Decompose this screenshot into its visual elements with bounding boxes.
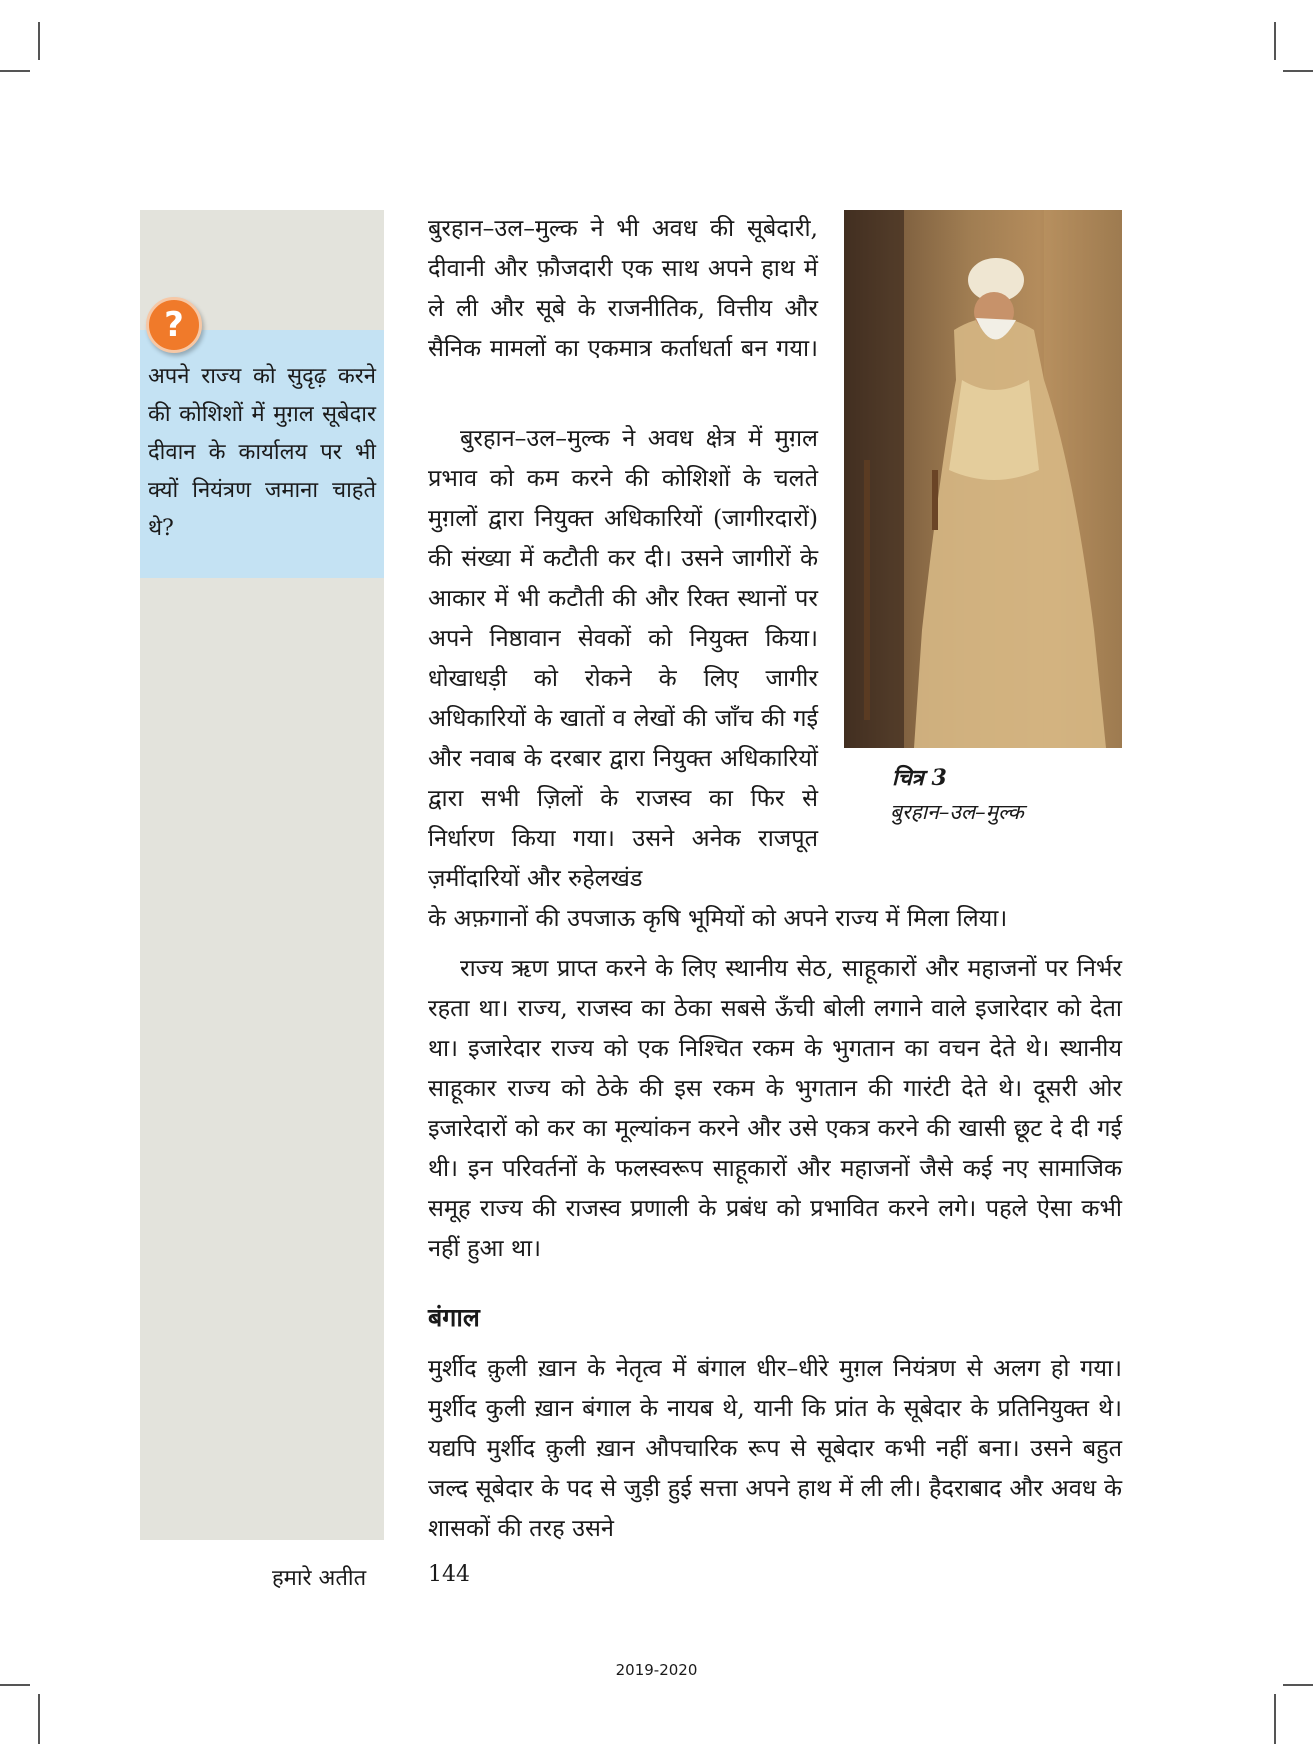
paragraph-3: राज्य ऋण प्राप्त करने के लिए स्थानीय सेठ, साहूकारों और महाजनों पर निर्भर रहता था। राज्य, राजस्व का ठेका सबसे ऊँची बोली लगाने वाले इजारेदार को देता था। इजारेदार राज्य को एक निश्चित रकम के भुगतान का वचन देते थे। स्थानीय साहूकार राज्य को ठेके की इस रकम के भुगतान की गारंटी देते थे। दूसरी ओर इजारेदारों को कर का मूल्यांकन करने और उसे एकत्र करने की खासी छूट दे दी गई थी। इन परिवर्तनों के फलस्वरूप साहूकारों और महाजनों जैसे कई नए सामाजिक समूह राज्य की राजस्व प्रणाली के प्रबंध को प्रभावित करने लगे। पहले ऐसा कभी नहीं हुआ था। [428,954,1122,1262]
portrait-illustration [844,210,1122,748]
figure-caption: बुरहान–उल–मुल्क [890,800,1024,824]
paragraph-1 [428,208,818,368]
crop-mark [0,70,30,72]
crop-mark [38,22,40,60]
crop-mark [1283,1684,1313,1686]
figure-portrait [844,210,1122,748]
figure-label: चित्र 3 [892,765,947,791]
crop-mark [38,1694,40,1744]
page-number: 144 [428,1562,470,1587]
crop-mark [1283,70,1313,72]
crop-mark [0,1684,30,1686]
crop-mark [1274,22,1276,60]
margin-question-text: अपने राज्य को सुदृढ़ करने की कोशिशों में मुग़ल सूबेदार दीवान के कार्यालय पर भी क्यों नियंत्रण जमाना चाहते थे? [148,364,376,541]
footer-book-title: हमारे अतीत [272,1566,367,1591]
footer-year: 2019-2020 [615,1661,698,1679]
paragraph-4: मुर्शीद क़ुली ख़ान के नेतृत्व में बंगाल धीर–धीरे मुग़ल नियंत्रण से अलग हो गया। मुर्शीद कुली ख़ान बंगाल के नायब थे, यानी कि प्रांत के सूबेदार के प्रतिनियुक्त थे। यद्यपि मुर्शीद क़ुली ख़ान औपचारिक रूप से सूबेदार कभी नहीं बना। उसने बहुत जल्द सूबेदार के पद से जुड़ी हुई सत्ता अपने हाथ में ली ली। हैदराबाद और अवध के शासकों की तरह उसने [428,1354,1122,1542]
paragraph-2: बुरहान–उल–मुल्क ने अवध क्षेत्र में मुग़ल प्रभाव को कम करने की कोशिशों के चलते मुग़लों द्वारा नियुक्त अधिकारियों (जागीरदारों) की संख्या में कटौती कर दी। उसने जागीरों के आकार में भी कटौती की और रिक्त स्थानों पर अपने निष्ठावान सेवकों को नियुक्त किया। धोखाधड़ी को रोकने के लिए जागीर अधिकारियों के खातों व लेखों की जाँच की गई और नवाब के दरबार द्वारा नियुक्त अधिकारियों द्वारा सभी ज़िलों के राजस्व का फिर से निर्धारण किया गया। उसने अनेक राजपूत ज़मींदारियों और रुहेलखंड [428,424,818,892]
paragraph-2-continued: के अफ़गानों की उपजाऊ कृषि भूमियों को अपने राज्य में मिला लिया। [428,904,1008,932]
section-heading: बंगाल [428,1303,480,1332]
paragraph-1-text: बुरहान–उल–मुल्क ने भी अवध की सूबेदारी, दीवानी और फ़ौजदारी एक साथ अपने हाथ में ले ली और सूबे के राजनीतिक, वित्तीय और सैनिक मामलों का एकमात्र कर्ताधर्ता बन गया। [428,214,818,362]
question-mark-icon: ? [146,297,202,353]
crop-mark [1274,1694,1276,1744]
